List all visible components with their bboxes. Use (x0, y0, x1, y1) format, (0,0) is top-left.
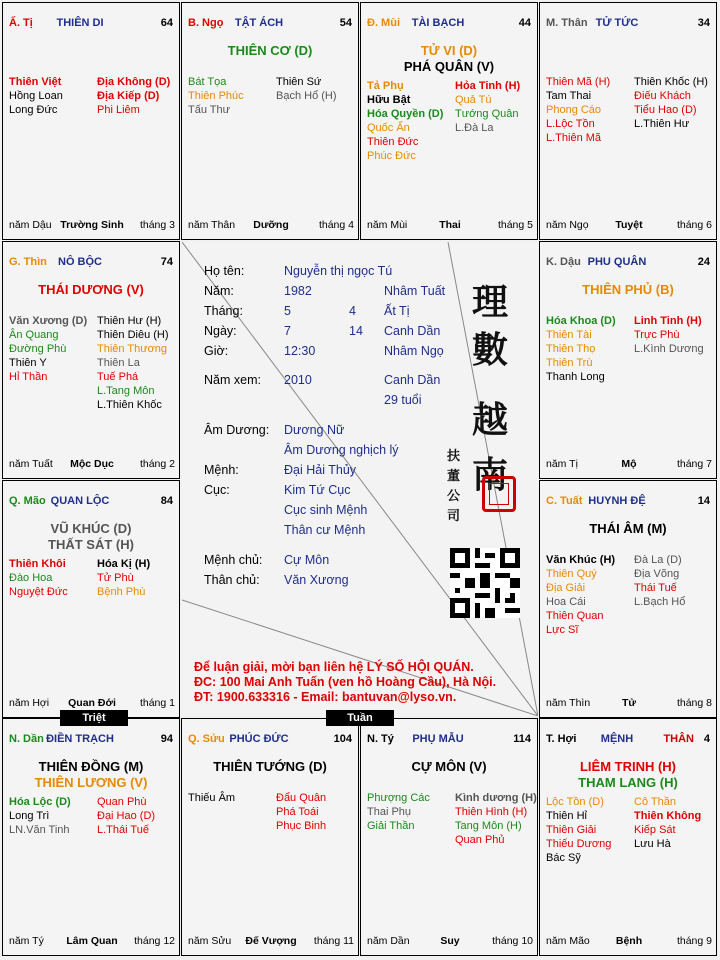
footer-month: tháng 12 (134, 935, 175, 947)
right-stars (97, 795, 155, 837)
star: L.Thái Tuế (97, 824, 149, 836)
tuan-tag: Tuần (326, 710, 394, 726)
qr-code[interactable] (450, 548, 520, 618)
branch-label: T. Hợi (546, 733, 577, 745)
star: Long Trì (9, 810, 50, 822)
star: L.Lộc Tồn (546, 118, 595, 130)
life-stage: Trường Sinh (60, 219, 124, 231)
star: Tang Môn (H) (455, 820, 522, 832)
main-star: THÁI DƯƠNG (V) (38, 282, 144, 297)
star: Tướng Quân (455, 108, 519, 120)
star: Hữu Bật (367, 94, 411, 106)
palace-header (546, 256, 710, 270)
star: Thiên Giải (546, 824, 597, 836)
left-stars (546, 314, 616, 384)
palace-footer (367, 219, 533, 231)
star: Hỏa Tinh (H) (455, 80, 521, 92)
right-stars (97, 314, 169, 412)
palace-header (188, 733, 352, 747)
star: Quan Phù (97, 796, 147, 808)
palace-extra: THÂN (663, 733, 694, 745)
than-chu: Văn Xương (284, 573, 349, 587)
star: Thiên Quý (546, 568, 597, 580)
red-seal-stamp (482, 476, 516, 512)
age: 29 tuổi (384, 393, 422, 407)
palace-header (367, 17, 531, 31)
star: Đẩu Quân (276, 792, 327, 804)
star: Tấu Thư (188, 104, 231, 116)
menh-chu-label: Mệnh chủ: (204, 553, 263, 567)
palace-header (9, 17, 173, 31)
star: Phá Toái (276, 806, 319, 818)
main-star: PHÁ QUÂN (V) (403, 59, 495, 74)
main-stars (3, 282, 179, 298)
view-year-label: Năm xem: (204, 373, 261, 387)
main-star: LIÊM TRINH (H) (579, 759, 677, 774)
footer-year: năm Ngọ (546, 219, 589, 231)
star: Lộc Tồn (D) (546, 796, 604, 808)
view-year: 2010 (284, 373, 312, 387)
day-label: Ngày: (204, 324, 237, 338)
star: Ân Quang (9, 329, 59, 341)
right-stars (455, 791, 537, 847)
star: Phục Binh (276, 820, 327, 832)
palace-ngo[interactable] (181, 2, 359, 240)
right-stars (455, 79, 520, 135)
star: Thiếu Âm (188, 792, 236, 804)
star: Đà La (D) (634, 554, 682, 566)
amduong-note: Âm Dương nghịch lý (284, 443, 399, 457)
life-stage: Lâm Quan (66, 935, 118, 947)
right-stars (276, 791, 326, 833)
left-stars (546, 553, 615, 637)
main-star: THẤT SÁT (H) (48, 537, 134, 552)
star: Thiên Khốc (H) (634, 76, 708, 88)
star: Thiên Hình (H) (455, 806, 528, 818)
star: Tử Phù (97, 572, 134, 584)
birth-day-canchi: Canh Dần (384, 324, 441, 338)
star: L.Bạch Hổ (634, 596, 686, 608)
star: Tả Phụ (367, 80, 404, 92)
footer-month: tháng 2 (139, 458, 175, 470)
life-stage: Quan Đới (68, 697, 116, 709)
footer-month: tháng 8 (676, 697, 712, 709)
star: Thiên Hư (H) (97, 315, 162, 327)
palace-name: NÔ BỘC (58, 256, 102, 268)
birth-month: 5 (284, 304, 291, 318)
branch-label: Ấ. Tị (9, 17, 33, 29)
palace-name: TỬ TỨC (595, 17, 639, 29)
star: Thiếu Dương (546, 838, 612, 850)
left-stars (9, 314, 87, 384)
footer-month: tháng 7 (676, 458, 712, 470)
star: Thiên La (97, 357, 140, 369)
star: Hồng Loan (9, 90, 63, 102)
birth-month-lunar: 4 (349, 304, 356, 318)
star: Lưu Hà (634, 838, 671, 850)
branch-label: N. Dần (9, 733, 44, 745)
amduong-label: Âm Dương: (204, 423, 270, 437)
star: Tuế Phá (97, 371, 139, 383)
main-stars (540, 759, 716, 791)
main-star: THIÊN ĐỒNG (M) (38, 759, 144, 774)
branch-label: K. Dậu (546, 256, 581, 268)
main-star: THIÊN TƯỚNG (D) (213, 759, 327, 774)
life-stage: Suy (440, 935, 460, 947)
star: Địa Kiếp (D) (97, 90, 160, 102)
star: LN.Văn Tinh (9, 824, 70, 836)
main-star: THIÊN CƠ (D) (227, 43, 313, 58)
cuc-note: Cục sinh Mệnh (284, 503, 368, 517)
star: Phong Cáo (546, 104, 602, 116)
star: Thanh Long (546, 371, 605, 383)
menh: Đại Hải Thủy (284, 463, 357, 477)
palace-header (9, 495, 173, 509)
star: Phượng Các (367, 792, 430, 804)
left-stars (9, 795, 71, 837)
footer-year: năm Thìn (546, 697, 591, 709)
contact-line-1: Để luận giải, mời bạn liên hệ LÝ SỐ HỘI QUÁN. (194, 660, 474, 674)
main-stars (361, 759, 537, 775)
star: Thiên Trù (546, 357, 593, 369)
palace-footer (546, 935, 712, 947)
palace-name: QUAN LỘC (50, 495, 110, 507)
calligraphy-char-2: 數 (472, 329, 509, 371)
palace-age: 24 (697, 256, 710, 268)
palace-dan[interactable] (2, 718, 180, 956)
star: Điếu Khách (634, 90, 691, 102)
star: Bạch Hổ (H) (276, 90, 337, 102)
life-stage: Đế Vượng (245, 935, 297, 947)
footer-year: năm Dần (367, 935, 410, 947)
star: Bát Tọa (188, 76, 227, 88)
star: L.Thiên Mã (546, 132, 602, 144)
footer-month: tháng 10 (492, 935, 533, 947)
left-stars (367, 791, 430, 833)
palace-name: MỆNH (600, 733, 634, 745)
star: Kiếp Sát (634, 824, 676, 836)
footer-month: tháng 4 (318, 219, 354, 231)
footer-year: năm Mùi (367, 219, 408, 231)
palace-name: PHỤ MẪU (412, 733, 464, 745)
star: Thiên Diêu (H) (97, 329, 169, 341)
star: L.Tang Môn (97, 385, 155, 397)
company-char-2: 董 (447, 469, 461, 484)
star: Thiên Việt (9, 76, 62, 88)
main-star: THAM LANG (H) (578, 775, 678, 790)
palace-name: PHU QUÂN (587, 256, 647, 268)
footer-month: tháng 9 (676, 935, 712, 947)
palace-footer (188, 935, 354, 947)
contact-phone-email: ĐT: 1900.633316 - Email: bantuvan@lyso.vn. (194, 690, 457, 704)
hour-label: Giờ: (204, 344, 229, 358)
branch-label: B. Ngọ (188, 17, 224, 29)
branch-label: C. Tuất (546, 495, 583, 507)
birth-year: 1982 (284, 284, 312, 298)
star: Long Đức (9, 104, 58, 116)
palace-header (367, 733, 531, 747)
palace-mui[interactable] (360, 2, 538, 240)
contact-address: ĐC: 100 Mai Anh Tuấn (ven hồ Hoàng Cầu), Hà Nội. (194, 675, 497, 689)
birth-hour-canchi: Nhâm Ngọ (384, 344, 444, 358)
star: Đào Hoa (9, 572, 53, 584)
palace-footer (546, 219, 712, 231)
main-star: THÁI ÂM (M) (589, 521, 667, 536)
star: L.Kình Dương (634, 343, 704, 355)
right-stars (634, 75, 708, 131)
branch-label: G. Thìn (9, 256, 47, 268)
footer-year: năm Tị (546, 458, 578, 470)
star: Hóa Khoa (D) (546, 315, 616, 327)
star: Đường Phù (9, 343, 67, 355)
star: Hóa Lộc (D) (9, 796, 71, 808)
view-year-canchi: Canh Dần (384, 373, 441, 387)
star: Bác Sỹ (546, 852, 581, 864)
palace-age: 74 (160, 256, 173, 268)
main-stars (540, 282, 716, 298)
star: Thiên Đức (367, 136, 419, 148)
left-stars (9, 557, 68, 599)
star: Trực Phù (634, 329, 680, 341)
footer-month: tháng 1 (139, 697, 175, 709)
palace-age: 54 (339, 17, 352, 29)
left-stars (546, 75, 610, 145)
palace-footer (9, 219, 175, 231)
calligraphy-char-4: 南 (472, 454, 509, 496)
than-cu: Thân cư Mệnh (284, 523, 366, 537)
left-stars (367, 79, 443, 163)
main-star: TỬ VI (D) (420, 43, 478, 58)
menh-chu: Cự Môn (284, 553, 330, 567)
palace-age: 84 (160, 495, 173, 507)
palace-header (546, 733, 710, 747)
left-stars (9, 75, 63, 117)
star: Phúc Đức (367, 150, 416, 162)
main-star: THIÊN PHỦ (B) (582, 282, 674, 297)
star: Thái Tuế (634, 582, 677, 594)
birth-month-canchi: Ất Tị (384, 304, 410, 318)
footer-month: tháng 6 (676, 219, 712, 231)
cuc: Kim Tứ Cục (284, 483, 351, 497)
main-stars (3, 521, 179, 553)
than-chu-label: Thân chủ: (204, 573, 260, 587)
palace-age: 34 (697, 17, 710, 29)
branch-label: Đ. Mùi (367, 17, 400, 29)
life-stage: Tử (621, 697, 637, 709)
palace-name: HUYNH ĐỆ (588, 495, 646, 507)
star: Thiên Không (634, 810, 702, 822)
star: Địa Võng (634, 568, 680, 580)
company-char-4: 司 (447, 509, 461, 524)
star: Thiên Sứ (276, 76, 322, 88)
star: Quốc Ấn (367, 122, 410, 134)
footer-year: năm Thân (188, 219, 236, 231)
life-stage: Dưỡng (253, 219, 289, 231)
branch-label: Q. Sửu (188, 733, 225, 745)
palace-age: 64 (160, 17, 173, 29)
palace-age: 44 (518, 17, 531, 29)
star: Nguyệt Đức (9, 586, 68, 598)
palace-ty[interactable] (2, 2, 180, 240)
month-label: Tháng: (204, 304, 243, 318)
palace-name: ĐIỀN TRẠCH (46, 733, 114, 745)
palace-header (9, 733, 173, 747)
palace-header (546, 17, 710, 31)
left-stars (188, 791, 235, 805)
star: Thiên Quan (546, 610, 604, 622)
footer-year: năm Sửu (188, 935, 232, 947)
footer-year: năm Hợi (9, 697, 50, 709)
palace-age: 114 (513, 733, 531, 745)
main-stars (182, 759, 358, 775)
palace-dau[interactable] (539, 241, 717, 479)
star: Thiên Hỉ (546, 810, 587, 822)
star: Giải Thần (367, 820, 415, 832)
life-stage: Bệnh (615, 935, 643, 947)
footer-month: tháng 3 (139, 219, 175, 231)
person-name: Nguyễn thị ngọc Tú (284, 264, 393, 278)
star: Thiên Tài (546, 329, 592, 341)
palace-age: 94 (160, 733, 173, 745)
life-stage: Tuyệt (615, 219, 643, 231)
right-stars (97, 75, 170, 117)
birth-year-canchi: Nhâm Tuất (384, 284, 446, 298)
star: Hóa Kị (H) (97, 558, 151, 570)
star: Kình dương (H) (455, 792, 537, 804)
life-stage: Mộc Dục (70, 458, 114, 470)
star: Văn Xương (D) (9, 315, 88, 327)
branch-label: Q. Mão (9, 495, 46, 507)
main-stars (361, 43, 537, 75)
name-label: Họ tên: (204, 264, 245, 278)
star: Địa Không (D) (97, 76, 171, 88)
palace-footer (367, 935, 533, 947)
footer-year: năm Tý (9, 935, 44, 947)
star: L.Thiên Khốc (97, 399, 162, 411)
star: Phi Liêm (97, 104, 140, 116)
star: Hoa Cái (546, 596, 586, 608)
life-stage: Mộ (621, 458, 637, 470)
star: Quan Phủ (455, 834, 505, 846)
calligraphy-char-1: 理 (472, 281, 509, 323)
palace-thin[interactable] (2, 241, 180, 479)
star: Quả Tú (455, 94, 492, 106)
center-info-panel (182, 242, 538, 716)
cuc-label: Cục: (204, 483, 230, 497)
menh-label: Mệnh: (204, 463, 239, 477)
footer-year: năm Mão (546, 935, 590, 947)
palace-age: 4 (703, 733, 710, 745)
star: Hỉ Thần (9, 371, 48, 383)
branch-label: N. Tý (367, 733, 394, 745)
star: Thiên Khôi (9, 558, 66, 570)
branch-label: M. Thân (546, 17, 588, 29)
company-char-1: 扶 (447, 449, 461, 464)
main-stars (3, 759, 179, 791)
main-stars (182, 43, 358, 59)
palace-hoi[interactable] (539, 718, 717, 956)
right-stars (276, 75, 337, 103)
right-stars (634, 553, 685, 609)
palace-name: PHÚC ĐỨC (229, 733, 289, 745)
palace-mao[interactable] (2, 480, 180, 718)
star: Thiên Thương (97, 343, 168, 355)
palace-name: TẬT ÁCH (234, 17, 284, 29)
left-stars (188, 75, 244, 117)
star: Hóa Quyền (D) (367, 108, 444, 120)
life-stage: Thai (439, 219, 461, 231)
star: L.Thiên Hư (634, 118, 690, 130)
palace-ty2[interactable] (360, 718, 538, 956)
star: Lực Sĩ (546, 624, 579, 636)
star: Tiểu Hao (D) (634, 104, 697, 116)
palace-footer (9, 458, 175, 470)
amduong: Dương Nữ (284, 423, 345, 437)
company-char-3: 公 (447, 489, 461, 504)
right-stars (634, 314, 704, 356)
star: Văn Khúc (H) (546, 554, 616, 566)
palace-header (546, 495, 710, 509)
palace-header (188, 17, 352, 31)
star: Tam Thai (546, 90, 592, 102)
palace-tuat[interactable] (539, 480, 717, 718)
palace-than[interactable] (539, 2, 717, 240)
palace-footer (188, 219, 354, 231)
main-star: THIÊN LƯƠNG (V) (34, 775, 148, 790)
footer-year: năm Tuất (9, 458, 53, 470)
star: Thai Phụ (367, 806, 412, 818)
triet-tag: Triệt (60, 710, 128, 726)
palace-age: 14 (697, 495, 710, 507)
right-stars (97, 557, 150, 599)
year-label: Năm: (204, 284, 234, 298)
footer-month: tháng 5 (497, 219, 533, 231)
palace-name: THIÊN DI (56, 17, 104, 29)
palace-age: 104 (333, 733, 352, 745)
palace-footer (9, 697, 175, 709)
calligraphy-char-3: 越 (472, 399, 509, 441)
main-star: VŨ KHÚC (D) (50, 521, 132, 536)
star: Cô Thần (634, 796, 676, 808)
palace-footer (9, 935, 175, 947)
left-stars (546, 795, 611, 865)
palace-name: TÀI BẠCH (411, 17, 465, 29)
star: Bệnh Phù (97, 586, 146, 598)
star: Thiên Thọ (546, 343, 596, 355)
footer-year: năm Dậu (9, 219, 52, 231)
palace-footer (546, 458, 712, 470)
palace-header (9, 256, 173, 270)
main-stars (540, 521, 716, 537)
star: Đại Hao (D) (97, 810, 156, 822)
star: Linh Tinh (H) (634, 315, 702, 327)
birth-hour: 12:30 (284, 344, 316, 358)
contact-info (194, 660, 496, 705)
palace-suu[interactable] (181, 718, 359, 956)
star: Thiên Mã (H) (546, 76, 611, 88)
star: Địa Giải (546, 582, 586, 594)
right-stars (634, 795, 701, 851)
footer-month: tháng 11 (313, 935, 354, 947)
star: L.Đà La (455, 122, 494, 134)
main-star: CỰ MÔN (V) (411, 759, 487, 774)
star: Thiên Y (9, 357, 47, 369)
birth-day-lunar: 14 (349, 324, 363, 338)
birth-day: 7 (284, 324, 291, 338)
palace-footer (546, 697, 712, 709)
star: Thiên Phúc (188, 90, 244, 102)
